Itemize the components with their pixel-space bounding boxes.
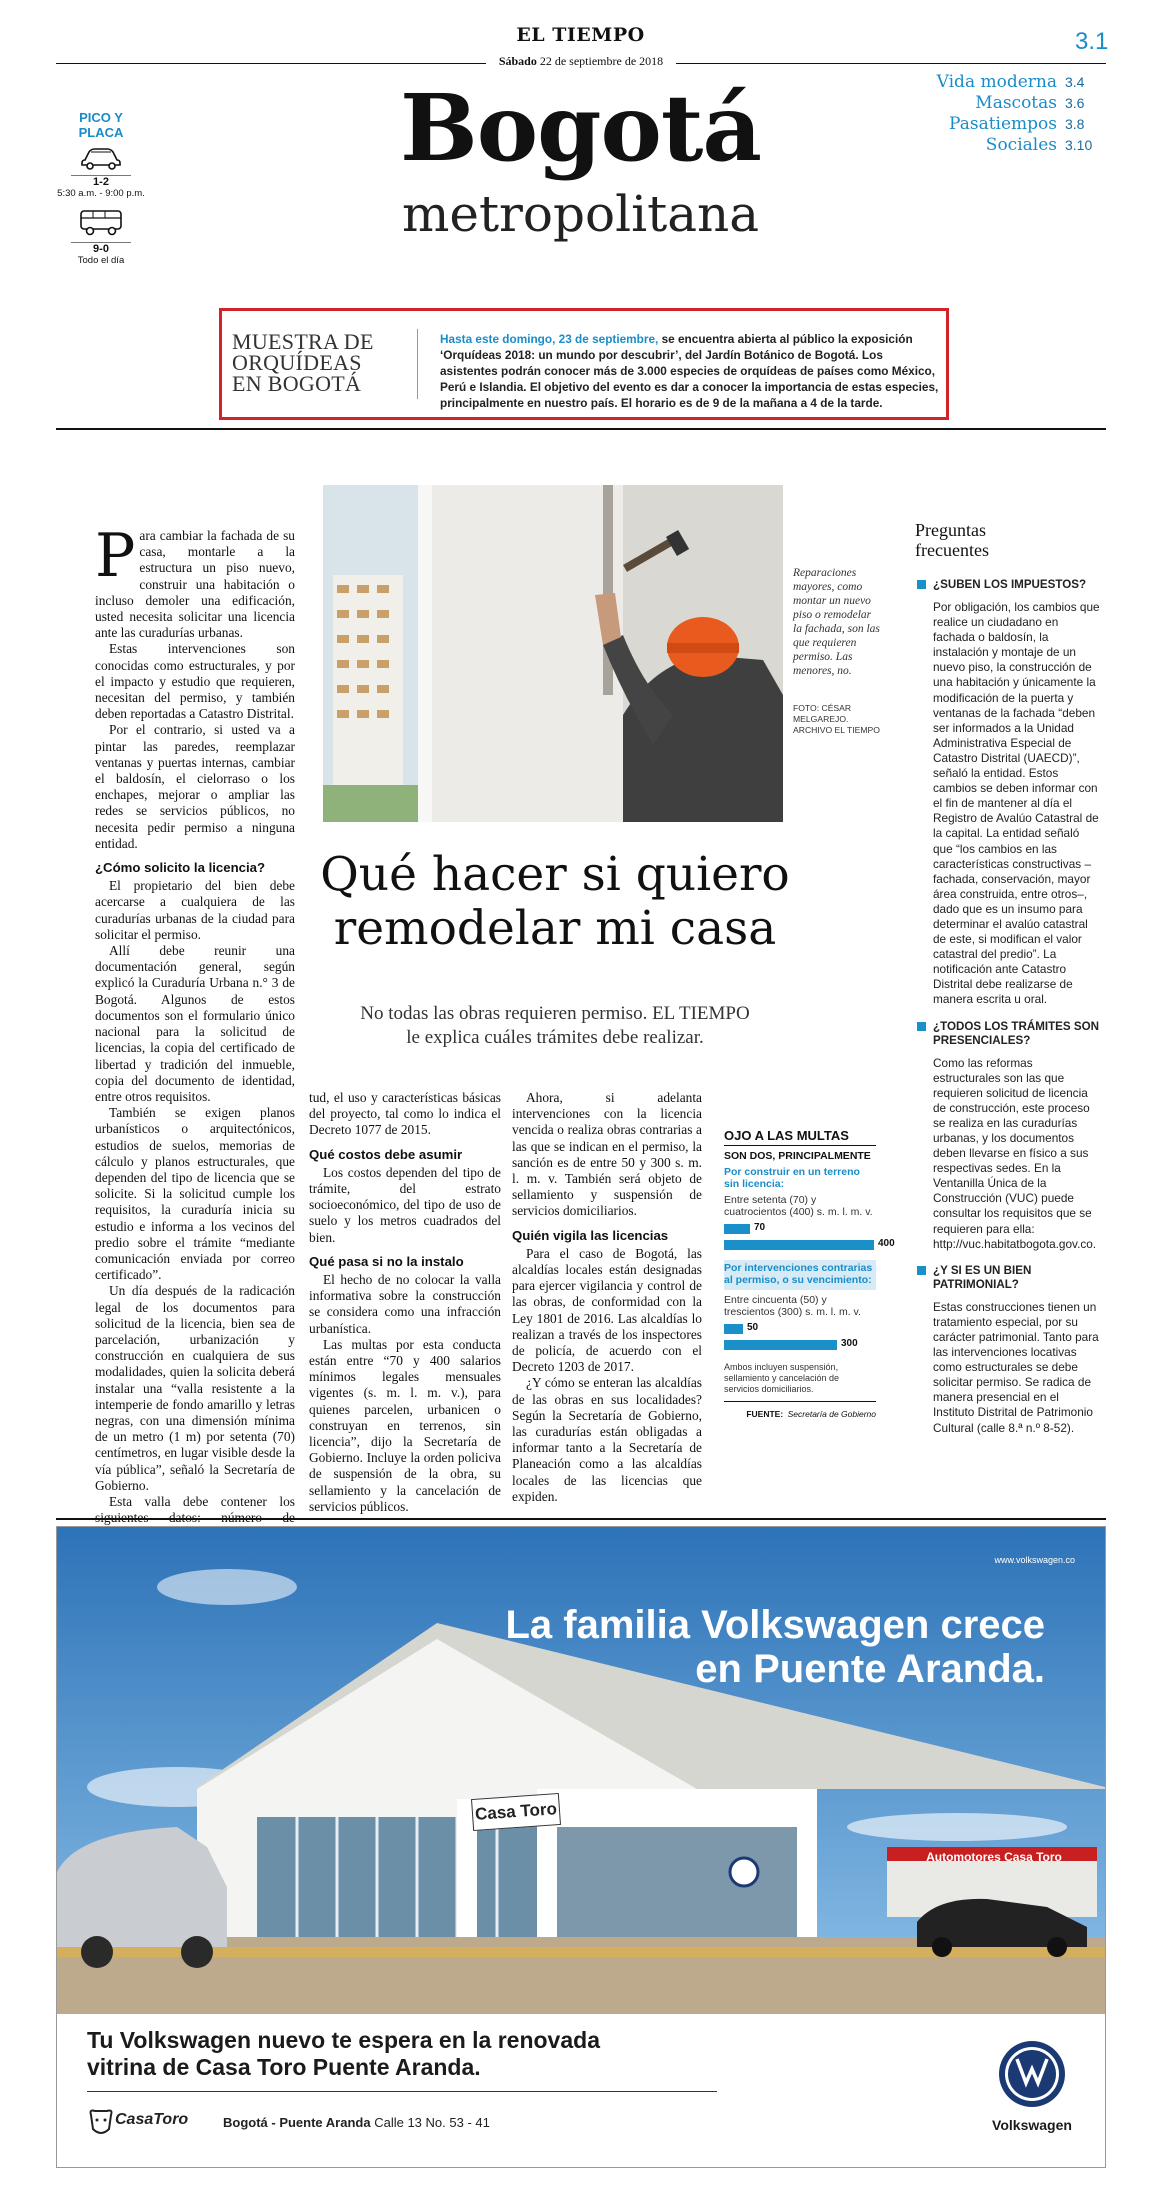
- car-icon: [79, 144, 123, 170]
- article-paragraph: Por el contrario, si usted va a pintar las paredes, reemplazar ventanas y puertas internas, cambiar el baldosín, el cielorraso o los enchapes, mejorar o ampliar las redes se servicios públicos, no necesita pedir permiso a ninguna entidad.: [95, 722, 295, 851]
- ad-photo: [57, 1527, 1105, 2014]
- bull-icon: [87, 2107, 115, 2137]
- photo-credit: FOTO: CÉSAR MELGAREJO. ARCHIVO EL TIEMPO: [793, 703, 880, 735]
- article-column-1: [95, 521, 295, 1575]
- taxi-plates: 9-0: [93, 243, 109, 255]
- store-sign: Casa Toro: [471, 1793, 561, 1831]
- article-paragraph: Estas intervenciones son conocidas como estructurales, y por el impacto y estudio que requieren, necesitan del permiso, y también deben reportadas a Catastro Distrital.: [95, 641, 295, 722]
- highlight-title: MUESTRA DE ORQUÍDEAS EN BOGOTÁ: [232, 329, 374, 396]
- article-paragraph: Allí debe reunir una documentación general, según explicó la Curaduría Urbana n.° 3 de Bogotá. Algunos de estos documentos son el formulario único nacional para la solicitud de licencias, la copia del certificado de libertad y tradición del inmueble, copia del documento de identidad, entre otros requisitos.: [95, 943, 295, 1104]
- section-link-pasatiempos[interactable]: Pasatiempos 3.8: [949, 114, 1085, 134]
- section-link-mascotas[interactable]: Mascotas 3.6: [975, 93, 1085, 113]
- fine-2-desc: Entre cincuenta (50) y trescientos (300) s. m. l. m. v.: [724, 1294, 861, 1318]
- article-paragraph: Para cambiar la fachada de su casa, montarle a la estructura un piso nuevo, construir una habitación o incluso demoler una edificación, usted necesita solicitar una licencia ante las curadurías urbanas.: [95, 521, 295, 641]
- bullet-square: [917, 1266, 926, 1275]
- fine-min-bar: [724, 1224, 750, 1234]
- article-paragraph: ¿Y cómo se enteran las alcaldías de las obras en sus localidades? Según la Secretaría de Gobierno, las curadurías están obligadas a informar tanto a la Secretaría de Planeación como a las alcaldías locales de las licencias que expiden.: [512, 1375, 702, 1504]
- ad-tagline: Tu Volkswagen nuevo te espera en la renovada vitrina de Casa Toro Puente Aranda.: [87, 2027, 600, 2080]
- fines-title: OJO A LAS MULTAS: [724, 1128, 876, 1146]
- source-text: Secretaría de Gobierno: [787, 1409, 876, 1419]
- section-title: Bogotá: [400, 74, 761, 182]
- bullet-square: [917, 1022, 926, 1031]
- taxi-icon: [77, 207, 125, 237]
- fine-max-bar: [724, 1240, 874, 1250]
- faq-question: ¿SUBEN LOS IMPUESTOS?: [933, 578, 1087, 591]
- section-link-sociales[interactable]: Sociales 3.10: [985, 135, 1093, 155]
- fine-max-bar: [724, 1340, 837, 1350]
- faq-title: Preguntas frecuentes: [915, 520, 989, 560]
- faq-question: ¿Y SI ES UN BIEN PATRIMONIAL?: [933, 1263, 1032, 1291]
- volkswagen-logo-icon: [997, 2039, 1067, 2109]
- article-paragraph: Ahora, si adelanta intervenciones con la licencia vencida o realiza obras contrarias a las que se indican en el permiso, la sanción es de entre 50 y 300 s. m. l. m. v. También será objeto de sellamiento y suspensión de servicios domiciliarios.: [512, 1090, 702, 1219]
- masthead-rule-right: [676, 63, 1106, 64]
- volkswagen-ad: [56, 1526, 1106, 2168]
- article-column-2: [309, 1090, 501, 1515]
- article-paragraph: Esta valla debe contener los: [109, 1493, 295, 1509]
- dealer-address: Bogotá - Puente Aranda Calle 13 No. 53 - 41: [223, 2115, 490, 2130]
- subhead-costos: Qué costos debe asumir: [309, 1146, 463, 1162]
- issue-date: Sábado 22 de septiembre de 2018: [498, 54, 664, 68]
- volkswagen-wordmark: Volkswagen: [992, 2117, 1072, 2133]
- subhead-no-instalo: Qué pasa si no la instalo: [309, 1253, 464, 1269]
- article-column-3: [512, 1090, 702, 1505]
- article-photo: [323, 485, 783, 822]
- ad-tagline-rule: [87, 2091, 717, 2092]
- masthead-rule-left: [56, 63, 486, 64]
- article-paragraph: Un día después de la radicación legal de los documentos para solicitud de la licencia, bien sea de parcelación, urbanización y construcción en cualquiera de sus modalidades, quien la solicita deberá instalar una “valla resistente a la intemperie de fondo amarillo y letras negras, con una dimensión mínima de un metro (1 m) por setenta (70) centímetros, en lugar visible desde la vía pública”, señaló la Secretaría de Gobierno.: [95, 1283, 295, 1493]
- article-paragraph: tud, el uso y características básicas del proyecto, tal como lo indica el Decreto 1077 de 2015.: [309, 1090, 501, 1138]
- fine-2-title: Por intervenciones contrarias al permiso, o su vencimiento:: [724, 1262, 873, 1286]
- faq-question: ¿TODOS LOS TRÁMITES SON PRESENCIALES?: [933, 1019, 1099, 1047]
- ad-url[interactable]: www.volkswagen.co: [994, 1555, 1075, 1565]
- orchid-highlight-box: [219, 308, 949, 420]
- source-label: FUENTE:: [746, 1409, 784, 1419]
- car-plates: 1-2: [93, 176, 109, 188]
- article-deck: No todas las obras requieren permiso. EL TIEMPO le explica cuáles trámites debe realizar.: [360, 1003, 750, 1048]
- fine-min-label: 70: [754, 1222, 766, 1233]
- fine-1-title: Por construir en un terreno sin licencia:: [724, 1166, 860, 1190]
- taxi-hours: Todo el día: [77, 255, 125, 266]
- drop-cap: P: [95, 521, 136, 591]
- faq-answer: Estas construcciones tienen un tratamiento especial, por su carácter patrimonial. Tanto para las intervenciones locativas como estructurales se debe solicitar permiso. Se radica de manera presencial en el Instituto Distrital de Patrimonio Cultural (calle 8.ª n.º 8-52).: [933, 1299, 1099, 1435]
- faq-answer: Por obligación, los cambios que realice un ciudadano en fachada o baldosín, la instalación y montaje de un nuevo piso, la construcción de una habitación y únicamente la modificación de la puerta y ventanas de la fachada “deben ser informados a la Unidad Administrativa Especial de Catastro Distrital (UAECD)”, señaló la entidad. Estos cambios se deben informar con el fin de mantener al día el Registro de Avalúo Catastral de la capital. La entidad señaló que “los cambios en las características constructivas –fachada, conservación, mayor área construida, entre otros–, dado que es un insumo para determinar el avalúo catastral de este, si modifican el valor catastral del predio”. La notificación ante Catastro Distrital debe realizarse de manera escrita u oral.: [933, 600, 1100, 1007]
- article-paragraph: Los costos dependen del tipo de trámite, del estrato socioeconómico, del tipo de uso de suelo y los metros cuadrados del bien.: [309, 1164, 501, 1245]
- newspaper-name: EL TIEMPO: [516, 24, 645, 46]
- top-section-rule: [56, 428, 1106, 430]
- faq-item: [933, 1020, 1100, 1252]
- dealer-logo: CasaToro: [115, 2111, 189, 2128]
- fine-1-chart: [724, 1222, 895, 1258]
- page-number: 3.1: [1075, 28, 1109, 55]
- fine-max-label: 400: [878, 1238, 895, 1249]
- section-subtitle: metropolitana: [401, 185, 760, 243]
- pico-placa-heading: PICO Y PLACA: [78, 110, 124, 140]
- faq-answer: Como las reformas estructurales son las que requieren solicitud de licencia de construcción, este proceso se realiza en las curadurías urbanas, y los documentos deben llevarse en físico a sus respectivas sedes. En la Ventanilla Única de la Construcción (VUC) puede consultar los requisitos que se requieren para ella: http://vuc.habitatbogota.gov.co.: [933, 1055, 1097, 1251]
- fines-box: [724, 1128, 895, 1422]
- faq-item: [933, 1264, 1100, 1436]
- fine-min-bar: [724, 1324, 743, 1334]
- article-headline: Qué hacer si quiero remodelar mi casa: [320, 847, 790, 956]
- fine-2-chart: [724, 1322, 876, 1358]
- faq-column: [915, 520, 1100, 1436]
- article-paragraph: El hecho de no colocar la valla informativa sobre la construcción se considera como una infracción urbanística.: [309, 1272, 501, 1336]
- article-paragraph: El propietario del bien debe acercarse a cualquiera de las curadurías urbanas de la ciudad para solicitar el permiso.: [95, 878, 295, 942]
- faq-item: [933, 578, 1100, 1008]
- fines-footnote: Ambos incluyen suspensión, sellamiento y cancelación de servicios domiciliarios.: [724, 1362, 840, 1394]
- fine-max-label: 300: [841, 1338, 858, 1349]
- ad-headline: La familia Volkswagen crece en Puente Aranda.: [505, 1603, 1045, 1691]
- bullet-square: [917, 580, 926, 589]
- article-paragraph: También se exigen planos urbanísticos o arquitectónicos, estudios de suelos, memorias de cálculo y planos estructurales, que dependen del tipo de licencia que se solicite. Si la solicitud cumple los requisitos, la curaduría inicia su estudio e informa a los vecinos del predio sobre el trámite “mediante comunicación enviada por correo certificado”.: [95, 1105, 295, 1283]
- photo-caption: Reparaciones mayores, como montar un nuevo piso o remodelar la fachada, son las que requieren permiso. Las menores, no.: [793, 567, 880, 677]
- section-index: [875, 72, 1095, 156]
- highlight-text: Hasta este domingo, 23 de septiembre, se encuentra abierta al público la exposición ‘Orquídeas 2018: un mundo por descubrir’, del Jardín Botánico de Bogotá. Los asistentes podrán conocer más de 3.000 especies de orquídeas de países como México, Perú e Islandia. El objetivo del evento es dar a conocer la importancia de estas especies, principalmente en nuestro país. El horario es de 9 de la mañana a 4 de la tarde.: [440, 332, 939, 410]
- section-link-vida-moderna[interactable]: Vida moderna 3.4: [936, 72, 1085, 92]
- fine-min-label: 50: [747, 1322, 759, 1333]
- subhead-como-solicito: ¿Cómo solicito la licencia?: [95, 860, 266, 876]
- highlight-divider: [417, 329, 418, 399]
- fines-subtitle: SON DOS, PRINCIPALMENTE: [724, 1150, 871, 1162]
- article-paragraph: Para el caso de Bogotá, las alcaldías locales están designadas para ejercer vigilancia y control de las obras, de conformidad con la Ley 1801 de 2016. Las alcaldías lo realizan a través de los inspectores de policía, de acuerdo con el Decreto 1203 de 2017.: [512, 1245, 702, 1375]
- pico-placa-box: [56, 110, 146, 266]
- car-hours: 5:30 a.m. - 9:00 p.m.: [57, 188, 145, 199]
- article-paragraph: Las multas por esta conducta están entre “70 y 400 salarios mínimos legales mensuales vigentes (s. m. l. m. v.), para quienes parcelen, urbanicen o construyan en terrenos, sin licencia”, dijo la Secretaría de Gobierno. Incluye la orden policiva de suspensión de la obra, su sellamiento y la cancelación de servicios públicos.: [309, 1336, 501, 1514]
- side-building-sign: Automotores Casa Toro: [926, 1850, 1062, 1864]
- ad-separator-rule: [56, 1518, 1106, 1520]
- subhead-quien-vigila: Quién vigila las licencias: [512, 1227, 669, 1243]
- fine-1-desc: Entre setenta (70) y cuatrocientos (400) s. m. l. m. v.: [724, 1194, 873, 1218]
